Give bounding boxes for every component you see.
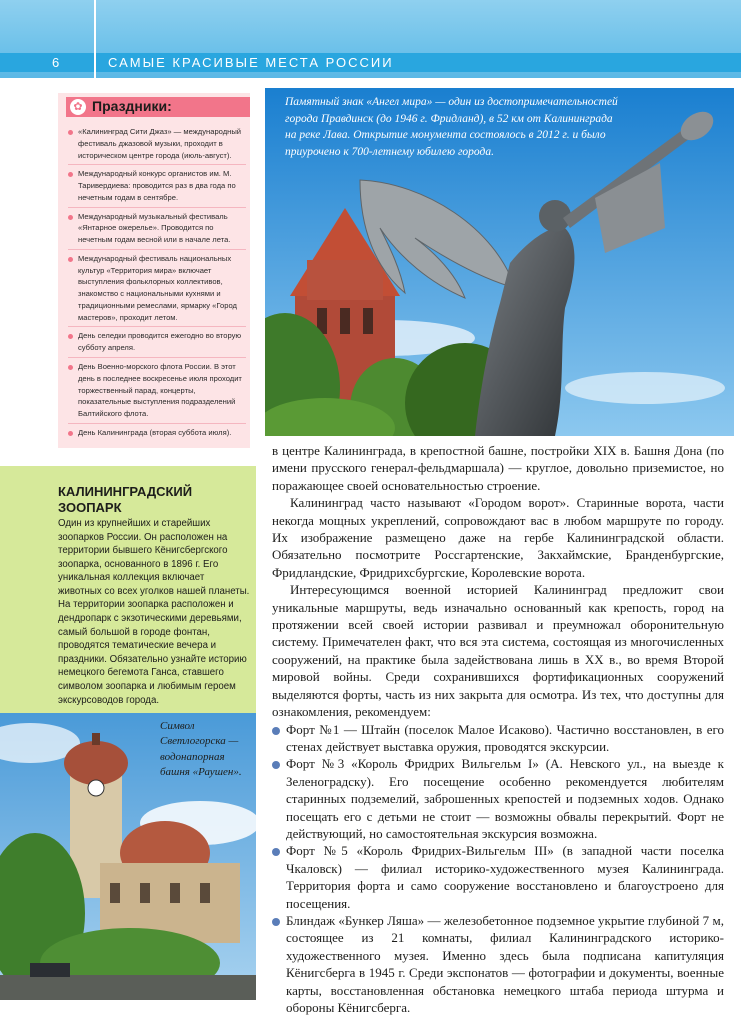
holiday-item	[68, 208, 246, 250]
fort-item	[272, 721, 724, 756]
holiday-text: День Калининграда (вторая суббота июля).	[78, 428, 231, 437]
fort-text: Блиндаж «Бункер Ляша» — железобетонное подземное укрытие глубиной 7 м, состоящее из 21 комнаты, филиал Калининградского историко-художественного музея. Именно здесь была подписана капитуляция Кёнигсберга в 1945 г. Среди экспонатов — фотографии и документы, военные карты, восстановленная обстановка немецкого штаба периода штурма и обороны Кёнигсберга.	[286, 913, 724, 1015]
holiday-text: Международный музыкальный фестиваль «Янтарное ожерелье». Проводится по нечетным годам весной или в начале лета.	[78, 212, 230, 245]
fort-item	[272, 842, 724, 912]
paragraph-city-gates: Калининград часто называют «Городом ворот». Старинные ворота, части некогда мощных укреплений, сопровождают вас в любом маршруте по городу. Их изображение размещено даже на гербе Калининградской области. Обязательно посмотрите Россгартенские, Закхаймские, Бранденбургские, Фридландские, Фридрихсбургские, Королевские ворота.	[272, 494, 724, 581]
flower-icon: ✿	[70, 99, 86, 115]
fort-text: Форт №3 «Король Фридрих Вильгельм I» (А. Невского ул., на выезде к Зеленоградску). Его посещение особенно рекомендуется любителям старинных подземелий, заброшенных крепостей и подземных ходов. Однако посещать его с детьми не стоит — возможны обвалы перекрытий. Форт не действующий, но самостоятельная экскурсия возможна.	[286, 756, 724, 841]
page-number: 6	[52, 55, 59, 70]
fort-item	[272, 912, 724, 1016]
zoo-box	[0, 466, 256, 713]
zoo-text: Один из крупнейших и старейших зоопарков России. Он расположен на территории бывшего Кёнигсбергского зоопарка, основанного в 1896 г. Его уникальная коллекция включает животных со всех уголков нашей планеты. На территории зоопарка расположен и дендропарк с экзотическими деревьями, самый большой в городе фонтан, проводятся тематические вечера и праздники. Обязательно узнайте историю немецкого бегемота Ганса, ставшего символом зоопарка и любимым героем экскурсоводов города.	[58, 517, 250, 707]
holiday-text: День селедки проводится ежегодно во вторую субботу апреля.	[78, 331, 241, 352]
forts-list	[272, 721, 724, 1016]
holidays-title: Праздники:	[92, 98, 172, 114]
holiday-text: День Военно-морского флота России. В этот день в последнее воскресенье июля проходит торжественный парад, концерты, показательные выступления подразделений Балтийского флота.	[78, 362, 242, 418]
bullet-dot	[272, 918, 280, 926]
bullet-dot	[68, 334, 73, 339]
holiday-item	[68, 424, 246, 442]
holiday-item	[68, 250, 246, 328]
bullet-dot	[68, 172, 73, 177]
bullet-dot	[272, 727, 280, 735]
fort-text: Форт №5 «Король Фридрих-Вильгельм III» (в западной части поселка Чкаловск) — филиал историко-художественного музея Калининграда. Территория форта и само сооружение восстановлено и благоустроено для посещения.	[286, 843, 724, 910]
bullet-dot	[272, 761, 280, 769]
holiday-text: Международный конкурс органистов им. М. Таривердиева: проводится раз в два года по нечетным годам в сентябре.	[78, 169, 236, 202]
main-text-column	[272, 442, 724, 1016]
fort-item	[272, 755, 724, 842]
bullet-dot	[68, 365, 73, 370]
holiday-item	[68, 123, 246, 165]
zoo-title: КАЛИНИНГРАДСКИЙ ЗООПАРК	[58, 484, 248, 517]
bullet-dot	[68, 431, 73, 436]
svetlogorsk-tower-photo	[0, 713, 256, 1000]
bullet-dot	[68, 257, 73, 262]
holiday-item	[68, 165, 246, 207]
tower-photo-caption: Символ Светлогорска — водонапорная башня «Раушен».	[160, 719, 252, 781]
bullet-dot	[272, 848, 280, 856]
bullet-dot	[68, 215, 73, 220]
angel-of-peace-photo	[265, 88, 734, 436]
page-section-title: САМЫЕ КРАСИВЫЕ МЕСТА РОССИИ	[108, 55, 394, 70]
holiday-text: Международный фестиваль национальных культур «Территория мира» включает выступления фольклорных коллективов, знакомство с национальными кухнями и традиционными ремеслами, ярмарку «Город мастеров», проходит летом.	[78, 254, 237, 322]
paragraph-don-tower: в центре Калининграда, в крепостной башне, постройки XIX в. Башня Дона (по имени прусского генерал-фельдмаршала) — круглое, довольно приземистое, но поражающее своей основательностью строение.	[272, 442, 724, 494]
holiday-text: «Калининград Сити Джаз» — международный фестиваль джазовой музыки, проходит в историческом центре города (июль-август).	[78, 127, 241, 160]
holidays-list	[68, 123, 246, 442]
holiday-item	[68, 358, 246, 424]
holiday-item	[68, 327, 246, 358]
holidays-box	[58, 93, 250, 448]
paragraph-military-history: Интересующимся военной историей Калининград предложит свои уникальные маршруты, ведь изначально основанный как крепость, город на протяжении всей своей истории развивал и преумножал оборонительную систему. Примечателен факт, что вся эта система, состоящая из многочисленных сооружений, на практике была задействована лишь в XX в., во время Второй мировой войны. Среди сохранившихся фортификационных сооружений выделяются форты, часть из них закрыта для осмотра. Из тех, что доступны для ознакомления, рекомендуем:	[272, 581, 724, 720]
holidays-header	[66, 97, 250, 117]
angel-photo-caption: Памятный знак «Ангел мира» — один из достопримечательностей города Правдинск (до 1946 г. Фридланд), в 52 км от Калининграда на реке Лава. Открытие монумента состоялось в 2012 г. и было приурочено к 700-летнему юбилею города.	[285, 94, 625, 161]
fort-text: Форт №1 — Штайн (поселок Малое Исаково). Частично восстановлен, в его стенах действует выставка оружия, проводятся экскурсии.	[286, 722, 724, 754]
header-separator	[94, 0, 96, 78]
bullet-dot	[68, 130, 73, 135]
